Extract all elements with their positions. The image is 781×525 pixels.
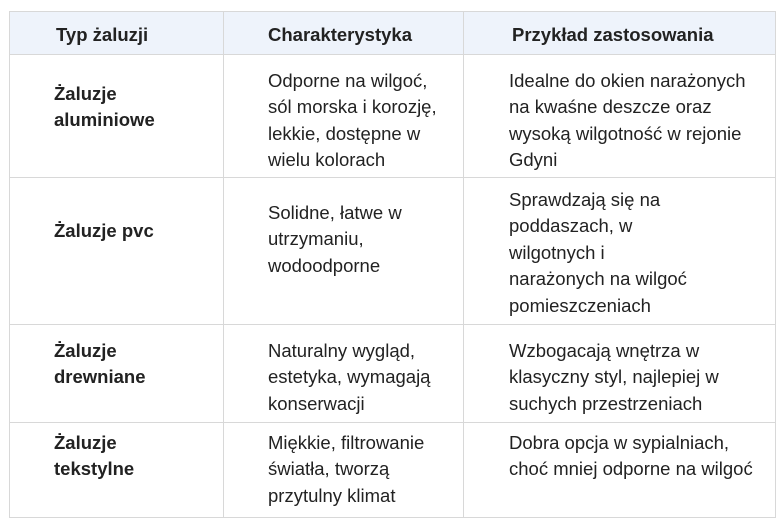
cell-type <box>10 54 224 177</box>
features-line: sól morska i korozję, <box>268 96 437 117</box>
type-line: Żaluzje <box>54 339 117 361</box>
blinds-comparison-table-wrapper <box>9 11 775 518</box>
cell-usage <box>464 422 776 517</box>
cell-usage <box>464 324 776 422</box>
usage-line: na kwaśne deszcze oraz <box>509 96 712 117</box>
features-line: Miękkie, filtrowanie <box>268 431 425 453</box>
header-type: Typ żaluzji <box>10 12 224 55</box>
features-line: Naturalny wygląd, <box>268 339 416 361</box>
features-line: wielu kolorach <box>268 149 386 170</box>
usage-line: suchych przestrzeniach <box>509 392 703 414</box>
cell-features <box>224 177 464 324</box>
features-line: Odporne na wilgoć, <box>268 69 428 91</box>
cell-features <box>224 54 464 177</box>
type-line: tekstylne <box>54 458 135 479</box>
table-row <box>10 54 776 177</box>
header-usage: Przykład zastosowania <box>464 12 776 55</box>
blinds-comparison-table <box>9 11 776 518</box>
table-body <box>10 54 776 517</box>
table-header <box>10 12 776 55</box>
features-line: światła, tworzą <box>268 458 390 479</box>
features-line: lekkie, dostępne w <box>268 122 421 144</box>
cell-features <box>224 422 464 517</box>
features-line: utrzymaniu, <box>268 228 364 249</box>
features-line: wodoodporne <box>268 254 381 276</box>
table-row <box>10 324 776 422</box>
usage-line: wilgotnych i <box>509 241 605 263</box>
features-line: estetyka, wymagają <box>268 366 431 387</box>
usage-line: Gdyni <box>509 149 558 170</box>
cell-type <box>10 422 224 517</box>
cell-features <box>224 324 464 422</box>
table-row <box>10 177 776 324</box>
usage-line: Dobra opcja w sypialniach, <box>509 431 730 453</box>
cell-type <box>10 324 224 422</box>
usage-line: choć mniej odporne na wilgoć <box>509 458 753 479</box>
cell-type <box>10 177 224 324</box>
features-line: Solidne, łatwe w <box>268 201 402 223</box>
usage-line: wysoką wilgotność w rejonie <box>509 122 742 144</box>
usage-line: Wzbogacają wnętrza w <box>509 339 700 361</box>
header-features: Charakterystyka <box>224 12 464 55</box>
cell-usage <box>464 54 776 177</box>
type-line: aluminiowe <box>54 109 155 130</box>
usage-line: Idealne do okien narażonych <box>509 69 746 91</box>
features-line: konserwacji <box>268 392 365 414</box>
type-line: Żaluzje <box>54 431 117 453</box>
header-row <box>10 12 776 55</box>
table-row <box>10 422 776 517</box>
cell-usage <box>464 177 776 324</box>
type-line: Żaluzje <box>54 82 117 104</box>
type-line: drewniane <box>54 366 146 387</box>
features-line: przytulny klimat <box>268 484 396 506</box>
usage-line: Sprawdzają się na <box>509 188 661 210</box>
usage-line: pomieszczeniach <box>509 294 651 316</box>
type-line: Żaluzje pvc <box>54 219 154 241</box>
usage-line: narażonych na wilgoć <box>509 268 687 289</box>
usage-line: poddaszach, w <box>509 215 633 236</box>
usage-line: klasyczny styl, najlepiej w <box>509 366 719 387</box>
